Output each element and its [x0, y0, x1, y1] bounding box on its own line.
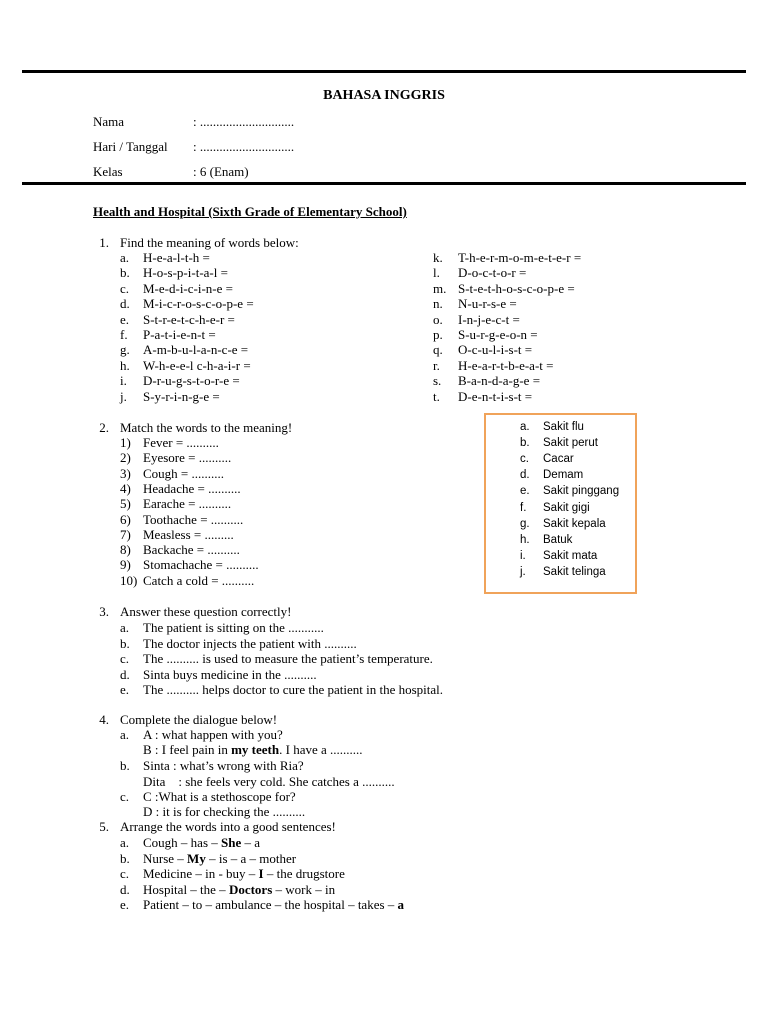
q2-number: 2.: [99, 420, 109, 435]
q2-prompt: Match the words to the meaning!: [120, 420, 293, 435]
q1-item-word: I-n-j-e-c-t =: [458, 311, 520, 327]
q1-item-word: H-e-a-r-t-b-e-a-t =: [458, 357, 554, 373]
q2-item-number: 5): [120, 496, 131, 512]
q3-item-text: Sinta buys medicine in the ..........: [143, 666, 317, 682]
q2-item-word: Fever = ..........: [143, 435, 219, 450]
q1-item-word: S-u-r-g-e-o-n =: [458, 327, 538, 342]
q5-item-pre: Nurse –: [143, 850, 188, 866]
q3-item-text: The doctor injects the patient with ..........: [143, 635, 357, 651]
section-title: Health and Hospital (Sixth Grade of Elementary School): [93, 204, 407, 219]
q5-item-letter: b.: [120, 850, 130, 866]
q2-item-number: 6): [120, 511, 131, 527]
top-rule: [22, 70, 746, 73]
q1-item-letter: r.: [433, 357, 440, 373]
q2-options-box: [484, 413, 637, 594]
q2-item-word: Catch a cold = ..........: [143, 572, 255, 588]
q1-item-letter: p.: [433, 327, 443, 342]
q1-item-word: S-t-r-e-t-c-h-e-r =: [143, 311, 235, 327]
q5-item-pre: Cough – has –: [143, 835, 221, 850]
q1-item-word: D-o-c-t-o-r =: [458, 265, 527, 281]
q2-item-number: 1): [120, 435, 131, 450]
q3-prompt: Answer these question correctly!: [120, 604, 292, 619]
q3-item-letter: d.: [120, 666, 130, 682]
q1-item-letter: c.: [120, 280, 130, 296]
q5-item-text: [143, 897, 404, 913]
q2-option-letter: f.: [520, 501, 527, 514]
q3-item-letter: b.: [120, 635, 130, 651]
q5-item-keyword: I: [258, 866, 264, 881]
q2-item-word: Cough = ..........: [143, 465, 225, 481]
q4-c-line1: C :What is a stethoscope for?: [143, 789, 296, 804]
q5-prompt: Arrange the words into a good sentences!: [120, 819, 336, 834]
q3-item-letter: c.: [120, 651, 130, 666]
q5-item-letter: c.: [120, 866, 130, 881]
q4-a-line2-post: . I have a ..........: [279, 742, 363, 757]
q5-item-keyword: Doctors: [228, 881, 273, 897]
q1-item-letter: o.: [433, 311, 443, 327]
q2-option-letter: h.: [520, 533, 530, 546]
q1-item-letter: q.: [433, 342, 443, 358]
q1-item-letter: m.: [433, 280, 447, 296]
q2-option-letter: a.: [520, 421, 530, 433]
q1-item-letter: d.: [120, 296, 130, 312]
q1-item-word: W-h-e-e-l c-h-a-i-r =: [143, 357, 251, 373]
q2-option-text: Sakit perut: [543, 437, 598, 450]
field-label-tanggal: Hari / Tanggal: [93, 139, 168, 154]
q4-a-line2-pre: B : I feel pain in: [143, 742, 232, 757]
q2-item-number: 2): [120, 450, 131, 466]
q1-item-letter: j.: [120, 388, 127, 404]
q5-item-text: [143, 851, 296, 867]
q2-option-letter: g.: [520, 517, 530, 530]
q5-item-post: – is – a – mother: [205, 850, 297, 866]
q5-item-pre: Patient – to – ambulance – the hospital – takes –: [143, 897, 398, 912]
q1-item-letter: h.: [120, 357, 130, 373]
q2-item-number: 4): [120, 480, 131, 496]
q1-prompt: Find the meaning of words below:: [120, 235, 299, 250]
q2-option-letter: c.: [520, 453, 529, 466]
q2-option-text: Cacar: [543, 453, 574, 466]
q5-item-text: [143, 866, 345, 882]
q3-number: 3.: [99, 604, 109, 619]
q2-item-number: 8): [120, 542, 131, 558]
q5-item-text: [143, 882, 335, 898]
q1-item-letter: g.: [120, 342, 130, 358]
q4-a-line2: [143, 742, 363, 758]
q1-item-word: N-u-r-s-e =: [458, 296, 517, 312]
q2-item-word: Stomachache = ..........: [143, 557, 259, 573]
q1-item-word: H-e-a-l-t-h =: [143, 250, 210, 265]
q4-prompt: Complete the dialogue below!: [120, 712, 278, 727]
q3-item-letter: e.: [120, 682, 130, 697]
q1-item-letter: i.: [120, 373, 127, 389]
q2-option-letter: j.: [520, 565, 526, 578]
q1-item-word: S-y-r-i-n-g-e =: [143, 388, 220, 404]
q3-item-text: The .......... is used to measure the patient’s temperature.: [143, 651, 433, 666]
q2-item-word: Measless = .........: [143, 526, 234, 542]
q2-option-text: Sakit mata: [543, 549, 598, 562]
q4-c-line2: D : it is for checking the ..........: [143, 804, 306, 819]
q5-item-keyword: a: [397, 897, 405, 912]
q2-item-word: Earache = ..........: [143, 496, 232, 512]
q2-item-word: Eyesore = ..........: [143, 450, 232, 466]
q1-item-letter: a.: [120, 250, 130, 265]
q1-item-letter: t.: [433, 388, 440, 404]
q5-item-pre: Hospital – the –: [143, 881, 229, 897]
q3-item-text: The patient is sitting on the ...........: [143, 620, 324, 635]
q1-item-word: A-m-b-u-l-a-n-c-e =: [143, 342, 249, 358]
q2-option-letter: d.: [520, 469, 530, 482]
field-value-kelas: : 6 (Enam): [193, 164, 249, 179]
q5-item-letter: e.: [120, 897, 130, 912]
q1-item-word: T-h-e-r-m-o-m-e-t-e-r =: [458, 250, 582, 265]
q2-option-text: Demam: [543, 469, 584, 482]
q1-item-letter: b.: [120, 265, 130, 281]
field-value-tanggal[interactable]: : .............................: [193, 139, 295, 154]
field-label-kelas: Kelas: [93, 164, 123, 179]
q5-item-text: [143, 835, 260, 851]
q2-option-text: Sakit kepala: [543, 517, 606, 530]
q2-option-letter: b.: [520, 437, 530, 450]
q1-item-letter: l.: [433, 265, 440, 281]
q4-a-line1: A : what happen with you?: [143, 727, 283, 742]
q2-item-number: 9): [120, 557, 131, 573]
q2-item-number: 7): [120, 526, 131, 542]
q1-item-letter: n.: [433, 296, 443, 312]
q5-item-keyword: She: [221, 835, 242, 850]
q1-item-word: O-c-u-l-i-s-t =: [458, 342, 533, 358]
q5-item-letter: d.: [120, 881, 130, 897]
q2-item-word: Headache = ..........: [143, 480, 241, 496]
q3-item-letter: a.: [120, 620, 130, 635]
q2-item-word: Toothache = ..........: [143, 511, 244, 527]
q4-b-line2: Dita : she feels very cold. She catches a ..........: [143, 774, 395, 789]
q5-item-post: – a: [241, 835, 261, 850]
q2-item-number: 10): [120, 572, 138, 588]
q4-b-letter: b.: [120, 758, 130, 773]
q5-number: 5.: [99, 819, 109, 834]
q1-item-letter: e.: [120, 311, 130, 327]
q2-item-number: 3): [120, 465, 131, 481]
q1-item-letter: f.: [120, 327, 128, 342]
q4-a-line2-bold: my teeth: [231, 742, 280, 757]
q1-item-word: D-e-n-t-i-s-t =: [458, 388, 533, 404]
q1-item-word: S-t-e-t-h-o-s-c-o-p-e =: [458, 280, 575, 296]
q5-item-keyword: My: [187, 850, 206, 866]
q2-option-letter: e.: [520, 485, 530, 498]
q1-item-word: M-i-c-r-o-s-c-o-p-e =: [143, 296, 254, 312]
q1-number: 1.: [99, 235, 109, 250]
q1-item-letter: s.: [433, 373, 442, 389]
q4-a-letter: a.: [120, 727, 130, 742]
q1-item-word: P-a-t-i-e-n-t =: [143, 327, 216, 342]
q1-item-word: B-a-n-d-a-g-e =: [458, 373, 541, 389]
q5-item-letter: a.: [120, 835, 130, 850]
q3-item-text: The .......... helps doctor to cure the patient in the hospital.: [143, 682, 444, 697]
q2-option-text: Sakit telinga: [543, 565, 606, 578]
q5-item-pre: Medicine – in - buy –: [143, 866, 259, 881]
q1-item-word: M-e-d-i-c-i-n-e =: [143, 280, 233, 296]
q4-b-line1: Sinta : what’s wrong with Ria?: [143, 758, 304, 773]
q5-item-post: – the drugstore: [263, 866, 345, 881]
q4-c-letter: c.: [120, 789, 130, 804]
q1-item-letter: k.: [433, 250, 443, 265]
page-title: BAHASA INGGRIS: [323, 88, 445, 103]
field-label-nama: Nama: [93, 114, 125, 129]
q1-item-word: D-r-u-g-s-t-o-r-e =: [143, 373, 240, 389]
q2-option-text: Sakit gigi: [543, 501, 590, 514]
field-value-nama[interactable]: : .............................: [193, 114, 295, 129]
q2-option-letter: i.: [520, 549, 526, 562]
q4-number: 4.: [99, 712, 109, 727]
header-rule: [22, 182, 746, 185]
q1-item-word: H-o-s-p-i-t-a-l =: [143, 265, 228, 281]
q2-item-word: Backache = ..........: [143, 542, 240, 558]
q2-option-text: Sakit flu: [543, 421, 584, 433]
q5-item-post: – work – in: [272, 881, 336, 897]
q2-option-text: Sakit pinggang: [543, 485, 620, 498]
q2-option-text: Batuk: [543, 533, 573, 546]
